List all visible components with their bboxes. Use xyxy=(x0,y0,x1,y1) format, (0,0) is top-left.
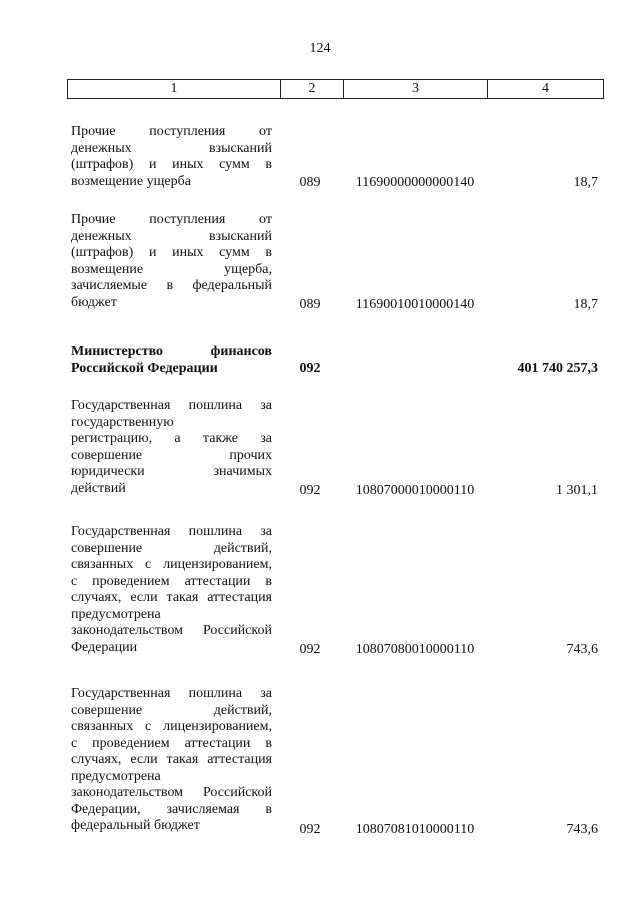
description-line: федеральный бюджет xyxy=(71,818,200,833)
row-description xyxy=(71,124,272,190)
row-description xyxy=(71,524,272,656)
description-line: случаях, если такая аттестация xyxy=(71,590,272,605)
row-agency-code: 089 xyxy=(299,175,321,190)
page-number: 124 xyxy=(309,41,331,56)
description-line: с проведением аттестации в xyxy=(71,735,272,751)
description-line: Государственная пошлина за xyxy=(71,686,272,701)
row-agency-code: 092 xyxy=(299,642,321,657)
description-line: Министерство финансов xyxy=(71,344,272,359)
description-line: государственную xyxy=(71,414,174,430)
description-line: бюджет xyxy=(71,294,117,310)
description-line: случаях, если такая аттестация xyxy=(71,752,272,767)
row-description xyxy=(71,344,272,377)
description-line: регистрацию, а также за xyxy=(71,431,272,446)
description-line: Государственная пошлина за xyxy=(71,398,272,413)
description-line: предусмотрена xyxy=(71,606,161,622)
column-header-1: 1 xyxy=(68,80,281,98)
row-amount: 18,7 xyxy=(573,297,598,312)
description-line: денежных взысканий xyxy=(71,228,272,244)
description-line: Прочие поступления от xyxy=(71,212,272,227)
description-line: законодательством Российской xyxy=(71,623,272,638)
row-budget-code: 10807081010000110 xyxy=(355,822,475,837)
description-line: законодательством Российской xyxy=(71,785,272,800)
description-line: совершение действий, xyxy=(71,540,272,556)
description-line: Российской Федерации xyxy=(71,360,218,376)
description-line: Федерации xyxy=(71,639,138,655)
row-agency-code: 092 xyxy=(299,361,321,376)
description-line: предусмотрена xyxy=(71,768,161,784)
description-line: (штрафов) и иных сумм в xyxy=(71,157,272,172)
column-header-4: 4 xyxy=(542,81,549,96)
row-amount: 1 301,1 xyxy=(556,483,598,498)
row-budget-code: 11690000000000140 xyxy=(355,175,475,190)
row-agency-code: 089 xyxy=(299,297,321,312)
row-agency-code: 092 xyxy=(299,822,321,837)
description-line: с проведением аттестации в xyxy=(71,573,272,589)
row-description xyxy=(71,686,272,835)
row-agency-code: 092 xyxy=(299,483,321,498)
description-line: зачисляемые в федеральный xyxy=(71,278,272,293)
column-header-row xyxy=(67,79,604,99)
description-line: (штрафов) и иных сумм в xyxy=(71,245,272,260)
row-description xyxy=(71,212,272,311)
row-amount: 401 740 257,3 xyxy=(517,361,598,376)
column-header-3: 3 xyxy=(344,80,488,98)
row-amount: 18,7 xyxy=(573,175,598,190)
row-description xyxy=(71,398,272,497)
description-line: юридически значимых xyxy=(71,464,272,479)
description-line: действий xyxy=(71,480,126,496)
row-budget-code: 10807000010000110 xyxy=(355,483,475,498)
row-amount: 743,6 xyxy=(566,822,598,837)
description-line: совершение прочих xyxy=(71,447,272,463)
description-line: связанных с лицензированием, xyxy=(71,557,272,572)
description-line: Государственная пошлина за xyxy=(71,524,272,539)
row-amount: 743,6 xyxy=(566,642,598,657)
description-line: Федерации, зачисляемая в xyxy=(71,801,272,817)
row-budget-code: 11690010010000140 xyxy=(355,297,475,312)
description-line: связанных с лицензированием, xyxy=(71,719,272,734)
description-line: возмещение ущерба, xyxy=(71,261,272,277)
description-line: Прочие поступления от xyxy=(71,124,272,139)
column-header-2: 2 xyxy=(281,80,344,98)
row-budget-code: 10807080010000110 xyxy=(355,642,475,657)
description-line: совершение действий, xyxy=(71,702,272,718)
description-line: денежных взысканий xyxy=(71,140,272,156)
description-line: возмещение ущерба xyxy=(71,173,191,189)
